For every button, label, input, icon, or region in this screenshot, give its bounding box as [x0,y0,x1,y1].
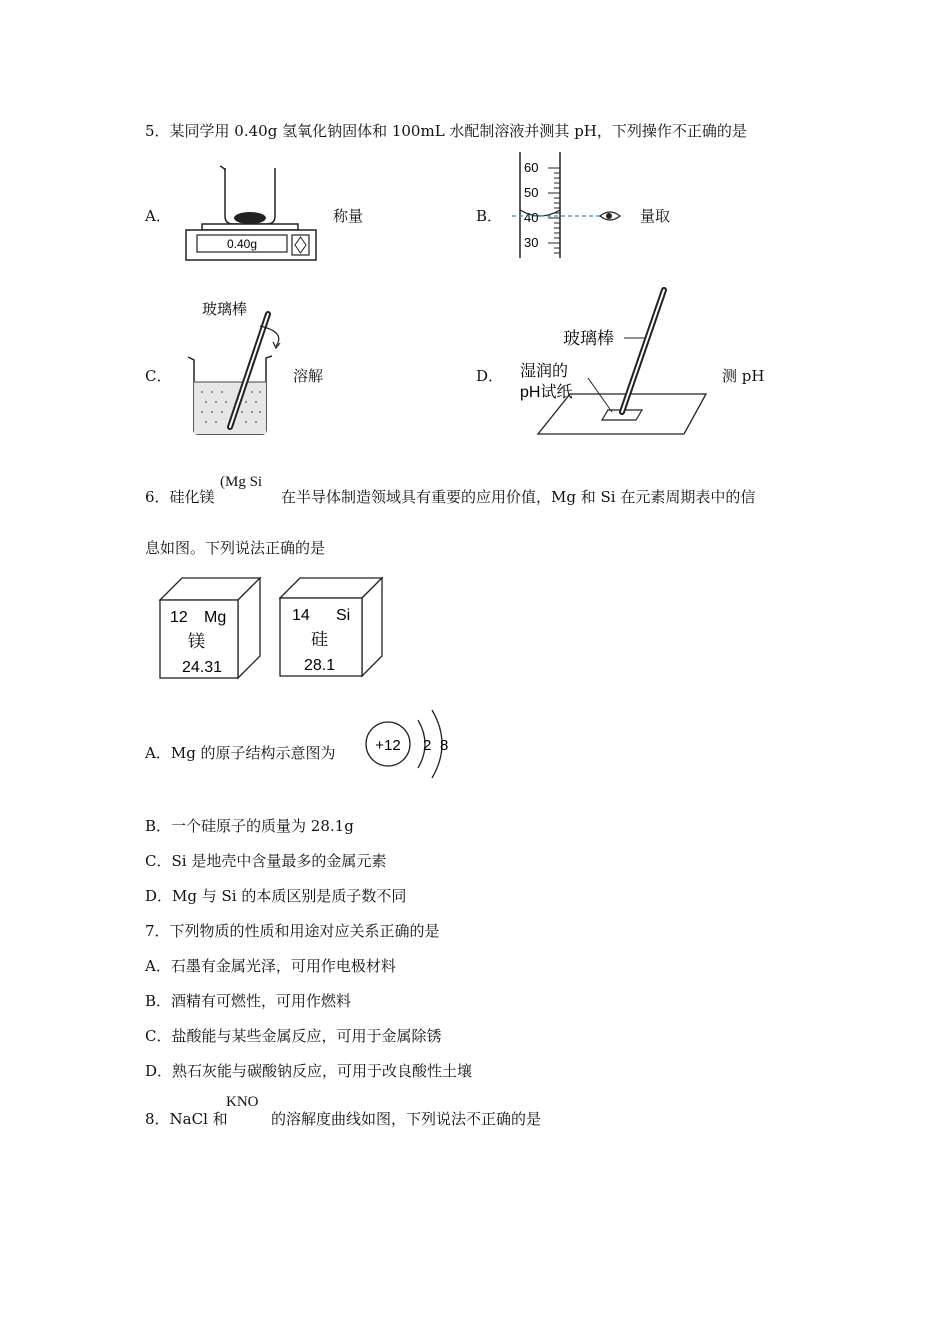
si-name: 硅 [311,630,328,649]
q7-option-d: D．熟石灰能与碳酸钠反应，可用于改良酸性土壤 [145,1062,473,1080]
q6-option-a: A．Mg 的原子结构示意图为 [145,744,336,762]
glass-rod-label-c: 玻璃棒 [202,301,248,318]
cylinder-diagram [510,150,635,262]
q6-stem-line2: 息如图。下列说法正确的是 [145,539,326,557]
q8-formula: KNO [226,1094,259,1110]
nucleus-charge: +12 [375,737,401,754]
si-number: 14 [292,607,310,624]
si-cell [280,578,382,676]
periodic-cells [158,576,388,682]
q7-option-a: A．石墨有金属光泽，可用作电极材料 [145,957,396,975]
tick-40: 40 [524,210,539,225]
ph-paper-label: pH试纸 [520,384,573,401]
mg-symbol: Mg [204,609,227,626]
q8-stem-after: 的溶解度曲线如图，下列说法不正确的是 [271,1110,542,1128]
q5-option-c-letter: C． [145,367,172,385]
q6-stem-after: 在半导体制造领域具有重要的应用价值，Mg 和 Si 在元素周期表中的信 [281,488,756,506]
wet-label: 湿润的 [520,363,569,380]
q5-option-d-caption: 测 pH [722,367,765,385]
mg-cell [160,578,260,678]
mg-mass: 24.31 [182,659,223,676]
mg-name: 镁 [188,632,205,651]
tick-30: 30 [524,235,539,250]
q5-option-d-letter: D． [476,367,504,385]
q7-option-b: B．酒精有可燃性，可用作燃料 [145,992,352,1010]
q6-option-b: B．一个硅原子的质量为 28.1g [145,817,354,835]
q5-option-c-caption: 溶解 [293,367,324,385]
dissolve-diagram [180,292,290,440]
q6-option-d: D．Mg 与 Si 的本质区别是质子数不同 [145,887,407,905]
q5-stem: 5．某同学用 0.40g 氢氧化钠固体和 100mL 水配制溶液并测其 pH，下列操作不正确的是 [145,122,747,140]
naoh-solid [234,212,266,224]
balance-diagram [180,158,325,266]
balance-display: 0.40g [226,237,258,251]
mg-number: 12 [170,609,188,626]
tick-60: 60 [524,160,539,175]
q5-option-a-caption: 称量 [333,207,364,225]
q5-option-a-letter: A． [145,207,171,225]
q7-option-c: C．盐酸能与某些金属反应，可用于金属除锈 [145,1027,442,1045]
q8-stem-before: 8．NaCl 和 [145,1110,228,1128]
shell-2-electrons: 8 [440,737,449,754]
si-symbol: Si [336,607,351,624]
atom-structure-diagram [360,706,460,782]
q5-option-b-letter: B． [476,207,503,225]
glass-rod-label-d: 玻璃棒 [563,329,614,348]
shell-1-electrons: 2 [423,737,432,754]
tick-50: 50 [524,185,539,200]
q6-option-c: C．Si 是地壳中含量最多的金属元素 [145,852,387,870]
q7-stem: 7．下列物质的性质和用途对应关系正确的是 [145,922,440,940]
si-mass: 28.1 [304,657,336,674]
q6-formula: (Mg Si [220,474,263,490]
q6-stem-before: 6．硅化镁 [145,488,215,506]
ph-test-diagram [508,282,713,438]
q5-option-b-caption: 量取 [640,207,671,225]
